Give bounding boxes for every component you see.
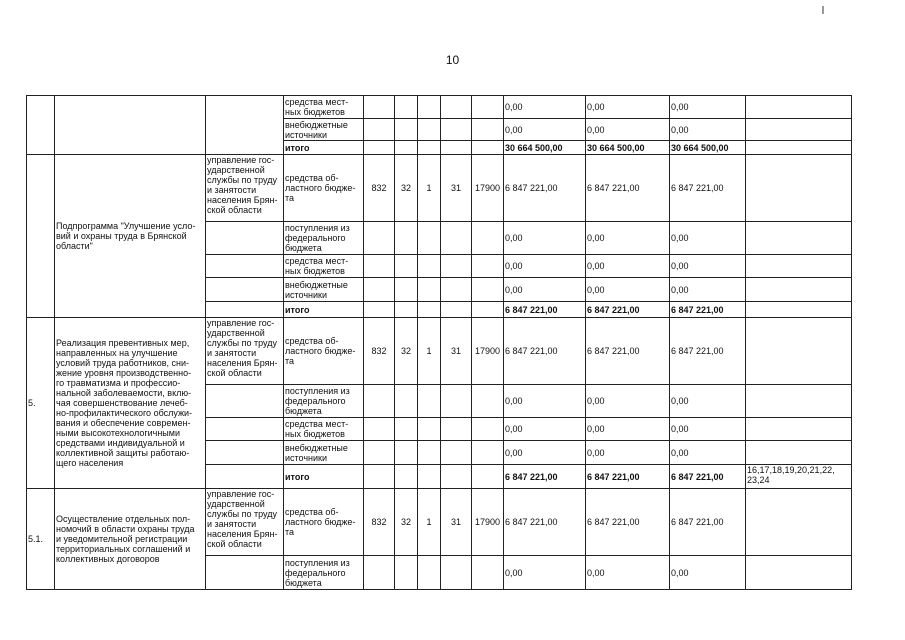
executor: управление гос- ударственной службы по труду и занятости населения Брян- ской области: [206, 155, 284, 222]
total-amount: 6 847 221,00: [670, 465, 746, 489]
total-amount: 30 664 500,00: [670, 141, 746, 155]
code-ps: 31: [441, 489, 472, 556]
amount-cell: 6 847 221,00: [504, 318, 586, 385]
code-grbs: 832: [364, 489, 395, 556]
total-amount: 6 847 221,00: [504, 465, 586, 489]
executor: управление гос- ударственной службы по труду и занятости населения Брян- ской области: [206, 489, 284, 556]
amount-cell: 6 847 221,00: [586, 155, 670, 222]
amount-cell: 0,00: [504, 441, 586, 465]
amount-cell: 0,00: [504, 278, 586, 302]
total-label: итого: [284, 302, 364, 318]
table-row: [27, 318, 852, 385]
amount-cell: 0,00: [586, 556, 670, 590]
source-label: внебюджетные источники: [284, 441, 364, 465]
code-pr: 1: [418, 155, 441, 222]
source-label: поступления из федерального бюджета: [284, 385, 364, 418]
code-grbs: 832: [364, 155, 395, 222]
amount-cell: 6 847 221,00: [504, 155, 586, 222]
amount-cell: 0,00: [586, 119, 670, 141]
amount-cell: 0,00: [504, 222, 586, 255]
indicator-numbers: 16,17,18,19,20,21,22, 23,24: [746, 465, 852, 489]
table-row: [27, 155, 852, 222]
code-grbs: 832: [364, 318, 395, 385]
amount-cell: 6 847 221,00: [586, 318, 670, 385]
page-number: 10: [445, 53, 460, 67]
amount-cell: 6 847 221,00: [504, 489, 586, 556]
code-om: 17900: [472, 318, 504, 385]
budget-table: [26, 95, 852, 590]
row-number: 5.1.: [27, 489, 55, 590]
amount-cell: 0,00: [504, 96, 586, 119]
source-label: средства об- ластного бюдже- та: [284, 155, 364, 222]
amount-cell: 0,00: [586, 255, 670, 278]
source-label: средства мест- ных бюджетов: [284, 418, 364, 441]
code-ps: 31: [441, 155, 472, 222]
amount-cell: 0,00: [586, 222, 670, 255]
amount-cell: 0,00: [504, 418, 586, 441]
amount-cell: 0,00: [670, 96, 746, 119]
subprogram-name: Подпрограмма "Улучшение усло- вий и охраны труда в Брянской области": [55, 155, 206, 318]
total-amount: 6 847 221,00: [586, 302, 670, 318]
amount-cell: 0,00: [670, 418, 746, 441]
total-amount: 6 847 221,00: [670, 302, 746, 318]
amount-cell: 0,00: [586, 385, 670, 418]
source-label: средства об- ластного бюдже- та: [284, 318, 364, 385]
amount-cell: 0,00: [504, 119, 586, 141]
code-pr: 1: [418, 318, 441, 385]
total-amount: 6 847 221,00: [586, 465, 670, 489]
amount-cell: 6 847 221,00: [670, 318, 746, 385]
source-label: поступления из федерального бюджета: [284, 222, 364, 255]
amount-cell: 0,00: [670, 222, 746, 255]
code-om: 17900: [472, 155, 504, 222]
source-label: средства об- ластного бюдже- та: [284, 489, 364, 556]
executor: управление гос- ударственной службы по труду и занятости населения Брян- ской области: [206, 318, 284, 385]
amount-cell: 0,00: [504, 255, 586, 278]
code-rz: 32: [395, 489, 418, 556]
code-rz: 32: [395, 155, 418, 222]
table-row: [27, 96, 852, 119]
total-amount: 6 847 221,00: [504, 302, 586, 318]
source-label: поступления из федерального бюджета: [284, 556, 364, 590]
row-number: 5.: [27, 318, 55, 489]
total-label: итого: [284, 141, 364, 155]
source-label: средства мест- ных бюджетов: [284, 255, 364, 278]
amount-cell: 0,00: [670, 385, 746, 418]
amount-cell: 0,00: [670, 441, 746, 465]
activity-name: Реализация превентивных мер, направленных на улучшение условий труда работников, сни- жение уровня производственно- го травматизма и профессио- нальной заболеваемости, вклю- чая совершенствование лечеб- но-профилактического обслужи- вания и обеспечение современ- ными высокотехнологичными средствами индивидуальной и коллективной защиты работаю- щего населения: [55, 318, 206, 489]
amount-cell: 0,00: [586, 418, 670, 441]
table-row: [27, 489, 852, 556]
code-ps: 31: [441, 318, 472, 385]
code-rz: 32: [395, 318, 418, 385]
amount-cell: 0,00: [586, 441, 670, 465]
total-amount: 30 664 500,00: [586, 141, 670, 155]
activity-name: Осуществление отдельных пол- номочий в области охраны труда и уведомительной регистрации территориальных соглашений и коллективных договоров: [55, 489, 206, 590]
code-om: 17900: [472, 489, 504, 556]
amount-cell: 6 847 221,00: [586, 489, 670, 556]
total-amount: 30 664 500,00: [504, 141, 586, 155]
source-label: внебюджетные источники: [284, 119, 364, 141]
amount-cell: 0,00: [670, 556, 746, 590]
source-label: внебюджетные источники: [284, 278, 364, 302]
source-label: средства мест- ных бюджетов: [284, 96, 364, 119]
code-pr: 1: [418, 489, 441, 556]
total-label: итого: [284, 465, 364, 489]
amount-cell: 0,00: [670, 278, 746, 302]
amount-cell: 0,00: [504, 556, 586, 590]
amount-cell: 6 847 221,00: [670, 155, 746, 222]
amount-cell: 6 847 221,00: [670, 489, 746, 556]
amount-cell: 0,00: [504, 385, 586, 418]
scan-artifact: [822, 6, 824, 14]
amount-cell: 0,00: [670, 255, 746, 278]
amount-cell: 0,00: [586, 278, 670, 302]
amount-cell: 0,00: [670, 119, 746, 141]
amount-cell: 0,00: [586, 96, 670, 119]
